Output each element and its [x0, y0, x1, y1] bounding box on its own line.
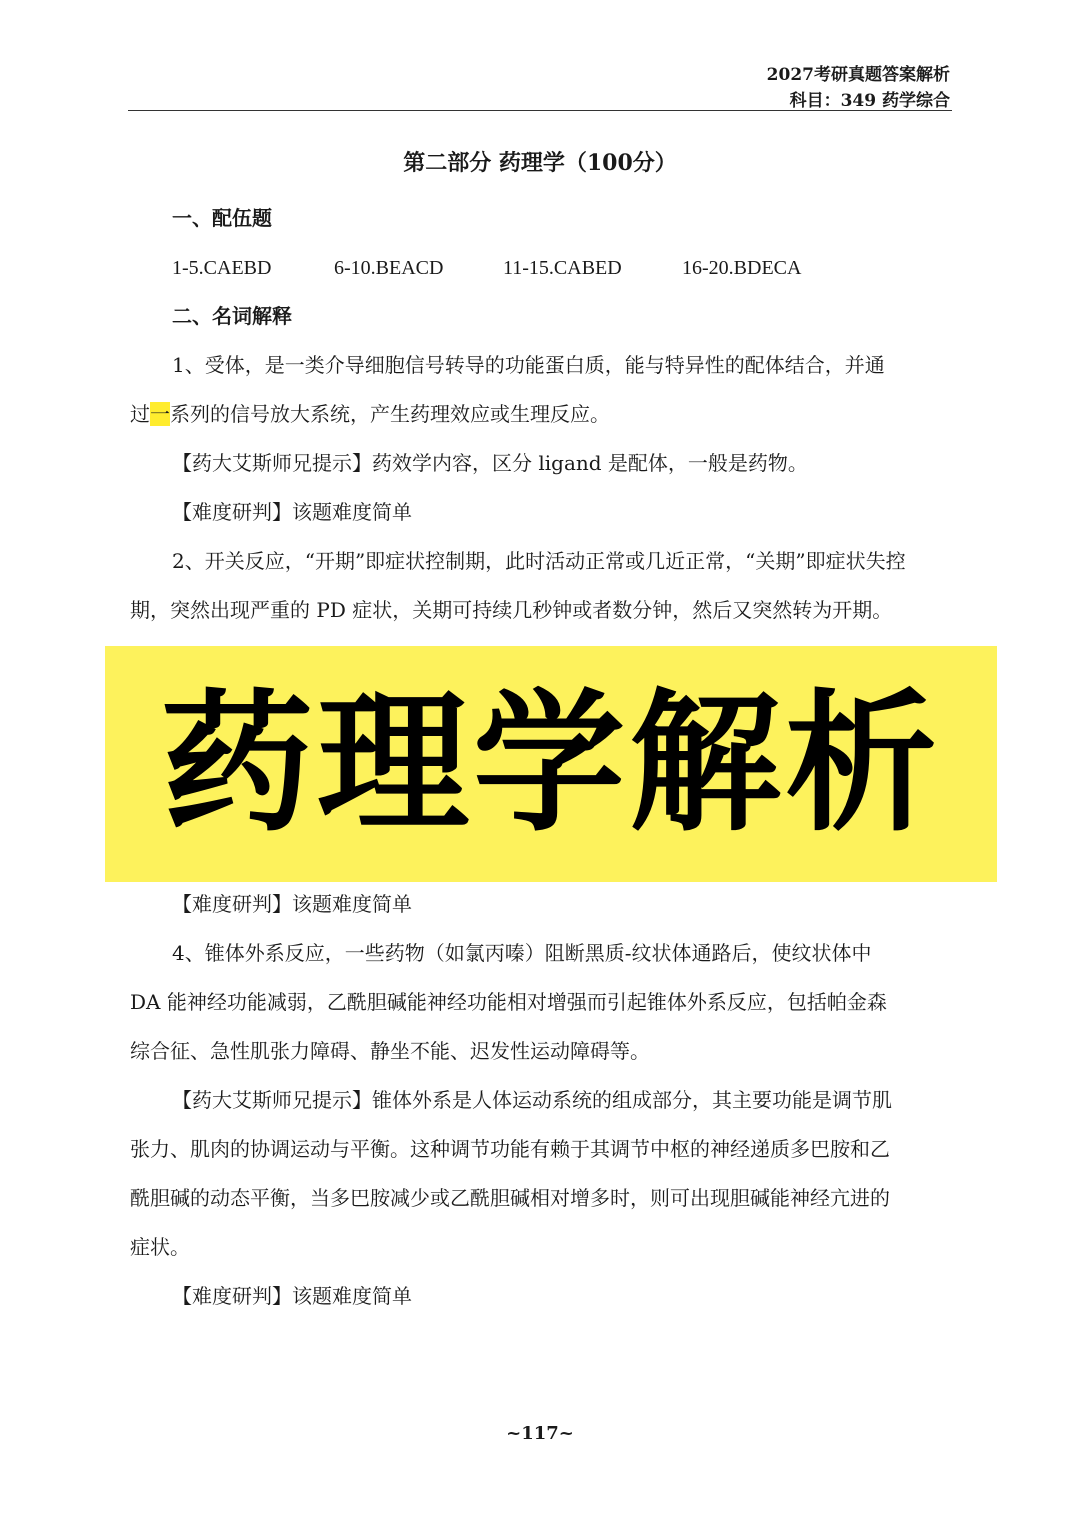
q3-difficulty: 【难度研判】该题难度简单	[172, 892, 412, 916]
answer-group: 1-5.CAEBD	[172, 257, 272, 279]
title-banner	[105, 646, 997, 882]
q4-line1: 4、锥体外系反应，一些药物（如氯丙嗪）阻断黑质-纹状体通路后，使纹状体中	[172, 941, 872, 965]
q4-line3: 综合征、急性肌张力障碍、静坐不能、迟发性运动障碍等。	[130, 1039, 650, 1063]
q1-tip: 【药大艾斯师兄提示】药效学内容，区分 ligand 是配体，一般是药物。	[172, 451, 808, 475]
q1-difficulty: 【难度研判】该题难度简单	[172, 500, 412, 524]
q1-line2-start: 过	[130, 402, 150, 426]
q2-line1: 2、开关反应，“开期”即症状控制期，此时活动正常或几近正常，“关期”即症状失控	[172, 549, 906, 573]
q1-line2	[130, 399, 610, 429]
q4-difficulty: 【难度研判】该题难度简单	[172, 1284, 412, 1308]
q4-tip-line3: 酰胆碱的动态平衡，当多巴胺减少或乙酰胆碱相对增多时，则可出现胆碱能神经亢进的	[130, 1186, 890, 1210]
q1-line1: 1、受体，是一类介导细胞信号转导的功能蛋白质，能与特异性的配体结合，并通	[172, 353, 885, 377]
q2-line2: 期，突然出现严重的 PD 症状，关期可持续几秒钟或者数分钟，然后又突然转为开期。	[130, 598, 893, 622]
page-header	[767, 62, 950, 114]
answer-group: 6-10.BEACD	[334, 257, 444, 279]
q4-tip-line4: 症状。	[130, 1235, 190, 1259]
section-title: 第二部分 药理学（100分）	[403, 150, 677, 176]
q1-line2-rest: 系列的信号放大系统，产生药理效应或生理反应。	[170, 402, 610, 426]
header-divider	[128, 110, 952, 111]
header-subject: 科目：349 药学综合	[789, 91, 950, 111]
part2-heading: 二、名词解释	[172, 304, 292, 328]
q4-tip-line2: 张力、肌肉的协调运动与平衡。这种调节功能有赖于其调节中枢的神经递质多巴胺和乙	[130, 1137, 890, 1161]
answer-group: 16-20.BDECA	[682, 257, 802, 279]
page-number: ~117~	[506, 1423, 574, 1444]
highlighted-char: 一	[150, 402, 170, 426]
q4-line2: DA 能神经功能减弱，乙酰胆碱能神经功能相对增强而引起锥体外系反应，包括帕金森	[130, 990, 887, 1014]
q4-tip-line1: 【药大艾斯师兄提示】锥体外系是人体运动系统的组成部分，其主要功能是调节肌	[172, 1088, 892, 1112]
banner-title: 药理学解析	[161, 675, 941, 852]
answer-group: 11-15.CABED	[503, 257, 622, 279]
header-exam-title: 2027考研真题答案解析	[766, 65, 950, 85]
part1-heading: 一、配伍题	[172, 206, 272, 230]
